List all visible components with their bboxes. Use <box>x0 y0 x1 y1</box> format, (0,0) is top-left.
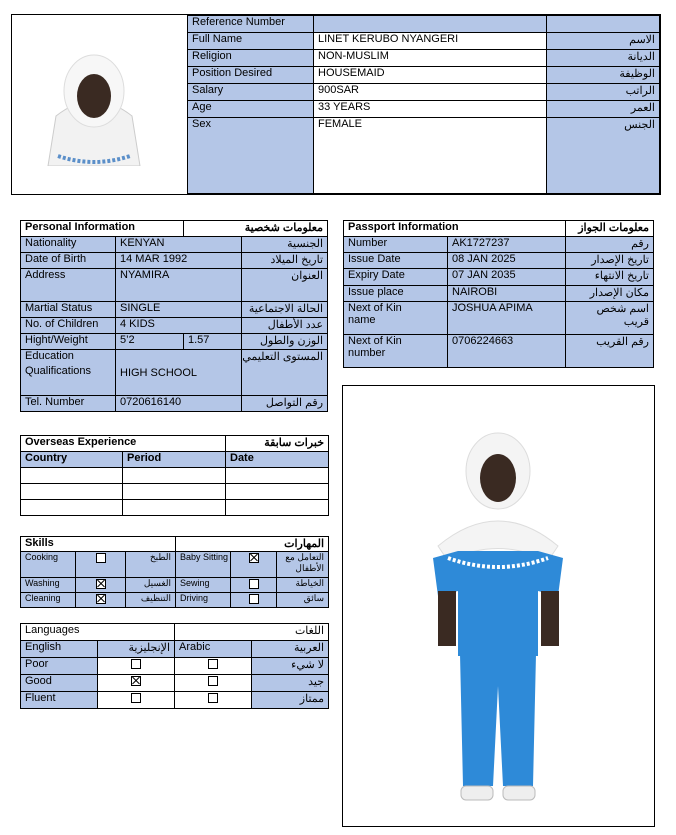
issue-place-ar: مكان الإصدار <box>566 286 654 302</box>
reference-label: Reference Number <box>188 16 314 33</box>
languages-table <box>20 623 329 709</box>
checkbox-icon[interactable] <box>249 553 259 563</box>
tel-label: Tel. Number <box>21 396 116 412</box>
children-label: No. of Children <box>21 318 116 334</box>
passport-number-value: AK1727237 <box>448 237 566 253</box>
languages-title: Languages <box>21 624 175 641</box>
education-label-line1: Education <box>25 350 74 362</box>
portrait-photo <box>28 36 160 166</box>
children-value: 4 KIDS <box>116 318 242 334</box>
checkbox-icon[interactable] <box>249 594 259 604</box>
checkbox-icon[interactable] <box>96 594 106 604</box>
cooking-ar: الطبخ <box>126 552 176 578</box>
cooking-checkbox[interactable] <box>76 552 126 578</box>
passport-title: Passport Information <box>344 221 566 237</box>
personal-title: Personal Information <box>21 221 184 237</box>
baby-sitting-checkbox[interactable] <box>231 552 277 578</box>
table-row <box>21 484 329 500</box>
languages-title-ar: اللغات <box>175 624 329 641</box>
education-label <box>21 350 116 396</box>
salary-value: 900SAR <box>314 84 547 101</box>
driving-label: Driving <box>176 593 231 608</box>
cleaning-checkbox[interactable] <box>76 593 126 608</box>
kin-number-ar: رقم القريب <box>566 335 654 368</box>
education-ar: المستوى التعليمي <box>242 350 328 396</box>
basic-info-table <box>187 15 660 194</box>
age-ar: العمر <box>547 101 660 118</box>
address-label: Address <box>21 269 116 302</box>
driving-checkbox[interactable] <box>231 593 277 608</box>
position-ar: الوظيفة <box>547 67 660 84</box>
skills-table <box>20 536 329 608</box>
dob-ar: تاريخ الميلاد <box>242 253 328 269</box>
skills-title: Skills <box>21 537 176 552</box>
driving-ar: سائق <box>277 593 329 608</box>
sex-value: FEMALE <box>314 118 547 194</box>
fluent-ar: ممتاز <box>252 692 329 709</box>
english-header-ar: الإنجليزية <box>98 641 175 658</box>
position-value: HOUSEMAID <box>314 67 547 84</box>
religion-value: NON-MUSLIM <box>314 50 547 67</box>
washing-label: Washing <box>21 578 76 593</box>
fluent-arabic-checkbox[interactable] <box>175 692 252 709</box>
passport-title-ar: معلومات الجواز <box>566 221 654 237</box>
age-label: Age <box>188 101 314 118</box>
personal-title-ar: معلومات شخصية <box>184 221 328 237</box>
nationality-value: KENYAN <box>116 237 242 253</box>
cleaning-ar: التنظيف <box>126 593 176 608</box>
marital-ar: الحالة الاجتماعية <box>242 302 328 318</box>
nationality-label: Nationality <box>21 237 116 253</box>
reference-value <box>314 16 547 33</box>
cooking-label: Cooking <box>21 552 76 578</box>
country-header: Country <box>21 452 123 468</box>
kin-number-value: 0706224663 <box>448 335 566 368</box>
position-label: Position Desired <box>188 67 314 84</box>
poor-arabic-checkbox[interactable] <box>175 658 252 675</box>
overseas-table <box>20 435 329 516</box>
overseas-title-ar: خبرات سابقة <box>226 436 329 452</box>
portrait-figure-icon <box>28 36 160 166</box>
full-body-figure-icon <box>343 386 654 826</box>
religion-ar: الديانة <box>547 50 660 67</box>
good-label: Good <box>21 675 98 692</box>
poor-english-checkbox[interactable] <box>98 658 175 675</box>
full-name-ar: الاسم <box>547 33 660 50</box>
good-english-checkbox[interactable] <box>98 675 175 692</box>
kin-number-label <box>344 335 448 368</box>
sex-ar: الجنس <box>547 118 660 194</box>
sewing-checkbox[interactable] <box>231 578 277 593</box>
passport-number-ar: رقم <box>566 237 654 253</box>
expiry-date-ar: تاريخ الانتهاء <box>566 269 654 286</box>
marital-value: SINGLE <box>116 302 242 318</box>
english-header: English <box>21 641 98 658</box>
sewing-ar: الخياطة <box>277 578 329 593</box>
overseas-title: Overseas Experience <box>21 436 226 452</box>
poor-label: Poor <box>21 658 98 675</box>
checkbox-icon[interactable] <box>96 553 106 563</box>
sewing-label: Sewing <box>176 578 231 593</box>
cleaning-label: Cleaning <box>21 593 76 608</box>
height-value: 5’2 <box>116 334 184 350</box>
kin-name-ar <box>566 302 654 335</box>
skills-title-ar: المهارات <box>176 537 329 552</box>
baby-sitting-ar: التعامل مع الأطفال <box>277 552 329 578</box>
salary-ar: الراتب <box>547 84 660 101</box>
good-ar: جيد <box>252 675 329 692</box>
issue-place-label: Issue place <box>344 286 448 302</box>
salary-label: Salary <box>188 84 314 101</box>
poor-ar: لا شيء <box>252 658 329 675</box>
children-ar: عدد الأطفال <box>242 318 328 334</box>
kin-name-label <box>344 302 448 335</box>
full-name-value: LINET KERUBO NYANGERI <box>314 33 547 50</box>
issue-date-value: 08 JAN 2025 <box>448 253 566 269</box>
table-row <box>21 468 329 484</box>
issue-date-ar: تاريخ الإصدار <box>566 253 654 269</box>
kin-name-label-line1: Next of Kin <box>348 302 402 314</box>
checkbox-icon[interactable] <box>208 693 218 703</box>
expiry-date-value: 07 JAN 2035 <box>448 269 566 286</box>
checkbox-icon[interactable] <box>96 579 106 589</box>
personal-info-table <box>20 220 328 412</box>
age-value: 33 YEARS <box>314 101 547 118</box>
dob-value: 14 MAR 1992 <box>116 253 242 269</box>
full-name-label: Full Name <box>188 33 314 50</box>
issue-place-value: NAIROBI <box>448 286 566 302</box>
education-value: HIGH SCHOOL <box>116 350 242 396</box>
nationality-ar: الجنسية <box>242 237 328 253</box>
hw-ar: الوزن والطول <box>242 334 328 350</box>
kin-name-value: JOSHUA APIMA <box>448 302 566 335</box>
washing-checkbox[interactable] <box>76 578 126 593</box>
checkbox-icon[interactable] <box>131 659 141 669</box>
kin-name-ar-line1: اسم شخص <box>596 303 649 315</box>
education-label-line2: Qualifications <box>25 365 92 377</box>
hw-label: Hight/Weight <box>21 334 116 350</box>
period-header: Period <box>123 452 226 468</box>
arabic-header-ar: العربية <box>252 641 329 658</box>
dob-label: Date of Birth <box>21 253 116 269</box>
kin-number-label-line2: number <box>348 347 386 359</box>
tel-ar: رقم التواصل <box>242 396 328 412</box>
expiry-date-label: Expiry Date <box>344 269 448 286</box>
checkbox-icon[interactable] <box>131 676 141 686</box>
fluent-label: Fluent <box>21 692 98 709</box>
tel-value: 0720616140 <box>116 396 242 412</box>
marital-label: Martial Status <box>21 302 116 318</box>
address-value: NYAMIRA <box>116 269 242 302</box>
passport-info-table <box>343 220 654 368</box>
issue-date-label: Issue Date <box>344 253 448 269</box>
good-arabic-checkbox[interactable] <box>175 675 252 692</box>
passport-number-label: Number <box>344 237 448 253</box>
reference-ar <box>547 16 660 33</box>
kin-name-ar-line2: قريب <box>623 316 649 328</box>
fluent-english-checkbox[interactable] <box>98 692 175 709</box>
table-row <box>21 500 329 516</box>
weight-value: 1.57 <box>184 334 242 350</box>
address-ar: العنوان <box>242 269 328 302</box>
religion-label: Religion <box>188 50 314 67</box>
baby-sitting-label: Baby Sitting <box>176 552 231 578</box>
kin-number-label-line1: Next of Kin <box>348 335 402 347</box>
sex-label: Sex <box>188 118 314 194</box>
checkbox-icon[interactable] <box>249 579 259 589</box>
checkbox-icon[interactable] <box>131 693 141 703</box>
kin-name-label-line2: name <box>348 314 376 326</box>
washing-ar: الغسيل <box>126 578 176 593</box>
arabic-header: Arabic <box>175 641 252 658</box>
checkbox-icon[interactable] <box>208 659 218 669</box>
full-body-photo <box>342 385 655 827</box>
checkbox-icon[interactable] <box>208 676 218 686</box>
date-header: Date <box>226 452 329 468</box>
